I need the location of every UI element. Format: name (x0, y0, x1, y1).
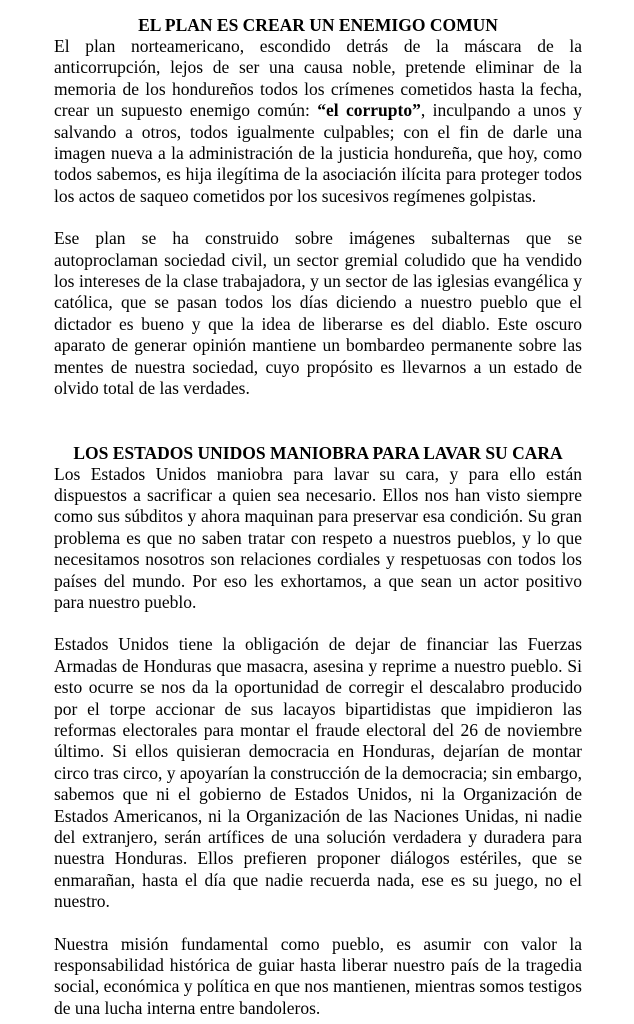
paragraph-eeuu-2: Estados Unidos tiene la obligación de dejar de financiar las Fuerzas Armadas de Honduras que masacra, asesina y reprime a nuestro pueblo. Si esto ocurre se nos da la oportunidad de corregir el descalabro producido por el torpe accionar de sus lacayos bipartidistas que impidieron las reformas electorales para montar el fraude electoral del 26 de noviembre último. Si ellos quisieran democracia en Honduras, dejarían de montar circo tras circo, y apoyarían la construcción de la democracia; sin embargo, sabemos que ni el gobierno de Estados Unidos, ni la Organización de Estados Americanos, ni la Organización de las Naciones Unidas, ni nadie del extranjero, serán artífices de una solución verdadera y duradera para nuestra Honduras. Ellos prefieren proponer diálogos estériles, que se enmarañan, hasta el día que nadie recuerda nada, ese es su juego, no el nuestro. (54, 634, 582, 912)
paragraph-plan-2: Ese plan se ha construido sobre imágenes subalternas que se autoproclaman sociedad civil, un sector gremial coludido que ha vendido los intereses de la clase trabajadora, y un sector de las iglesias evangélica y católica, que se pasan todos los días diciendo a nuestro pueblo que el dictador es bueno y que la idea de liberarse es del diablo. Este oscuro aparato de generar opinión mantiene un bombardeo permanente sobre las mentes de nuestra sociedad, cuyo propósito es llevarnos a un estado de olvido total de las verdades. (54, 228, 582, 399)
section-gap (54, 400, 582, 442)
paragraph-text: El plan norteamericano, escondido detrás de la máscara de la anticorrupción, lejos de ser una causa noble, pretende eliminar de la memoria de los hondureños todos los crímenes cometidos hasta la fecha, crear un supuesto enemigo común: (54, 36, 582, 121)
paragraph-eeuu-1: Los Estados Unidos maniobra para lavar su cara, y para ello están dispuestos a sacrificar a quien sea necesario. Ellos nos han visto siempre como sus súbditos y ahora maquinan para preservar esa condición. Su gran problema es que no saben tratar con respeto a nuestros pueblos, y lo que necesitamos nosotros son relaciones cordiales y respetuosas con todos los países del mundo. Por eso les exhortamos, a que sean un actor positivo para nuestro pueblo. (54, 463, 582, 612)
bold-quote: “el corrupto” (317, 100, 421, 121)
paragraph-gap (54, 913, 582, 934)
section-heading-plan: EL PLAN ES CREAR UN ENEMIGO COMUN (138, 15, 498, 35)
paragraph-eeuu-3: Nuestra misión fundamental como pueblo, es asumir con valor la responsabilidad histórica de guiar hasta liberar nuestro país de la tragedia social, económica y política en que nos mantienen, mientras somos testigos de una lucha interna entre bandoleros. (54, 933, 582, 1018)
paragraph-text: , inculpando a unos y salvando a otros, todos igualmente culpables; con el fin de darle una imagen nueva a la administración de la justicia hondureña, que hoy, como todos sabemos, es hija ilegítima de la asociación ilícita para proteger todos los actos de saqueo cometidos por los sucesivos regímenes golpistas. (54, 100, 582, 206)
paragraph-gap (54, 207, 582, 228)
section-heading-estados-unidos: LOS ESTADOS UNIDOS MANIOBRA PARA LAVAR SU CARA (73, 442, 563, 463)
paragraph-gap (54, 613, 582, 634)
paragraph-plan-1 (54, 36, 582, 207)
